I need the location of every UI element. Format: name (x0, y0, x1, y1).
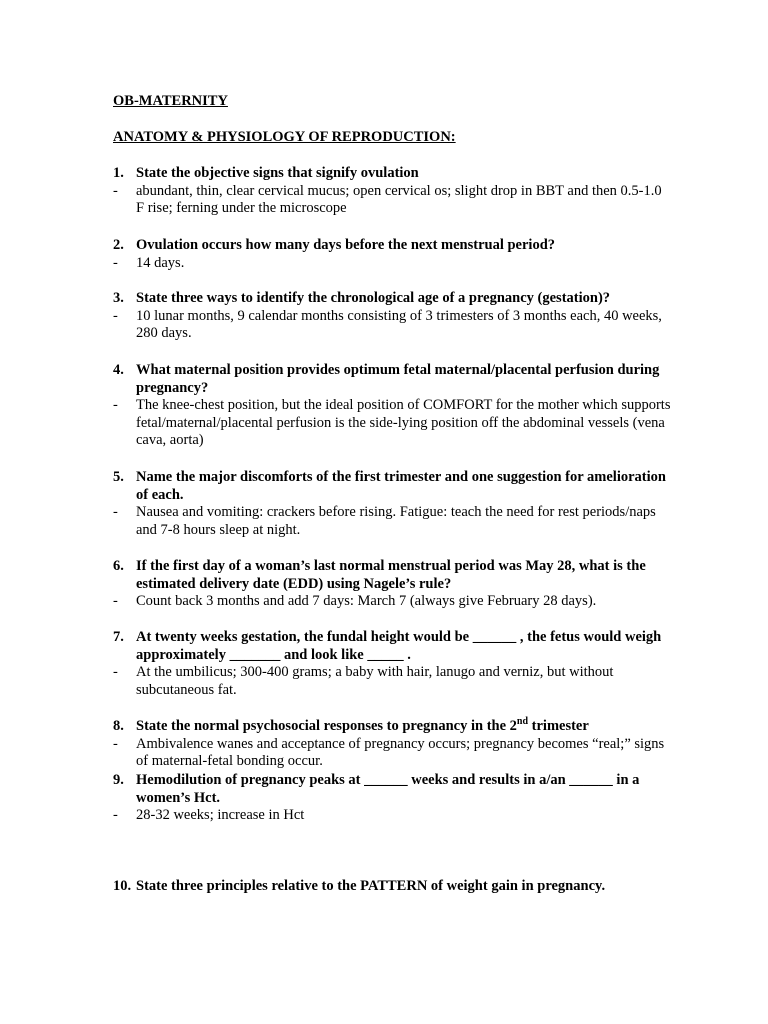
question-item (113, 290, 673, 343)
answer-dash: - (113, 735, 118, 752)
question-number: 1. (113, 165, 124, 181)
question-number: 4. (113, 362, 124, 378)
question-number: 6. (113, 558, 124, 574)
question-number: 10. (113, 878, 132, 894)
question-text: Name the major discomforts of the first trimester and one suggestion for amelioration of each. (136, 469, 666, 503)
answer-dash: - (113, 254, 118, 271)
answer-text: Nausea and vomiting: crackers before rising. Fatigue: teach the need for rest periods/naps and 7-8 hours sleep at night. (136, 504, 656, 538)
question-item (113, 772, 673, 825)
answer-text: The knee-chest position, but the ideal position of COMFORT for the mother which supports fetal/maternal/placental perfusion is the side-lying position off the abdominal vessels (vena cava, aorta) (136, 397, 671, 448)
question-item (113, 362, 673, 450)
question-text-end: trimester (528, 718, 589, 734)
section-heading: ANATOMY & PHYSIOLOGY OF REPRODUCTION: (113, 129, 456, 145)
question-item (113, 165, 673, 218)
answer-text: 28-32 weeks; increase in Hct (136, 807, 305, 823)
question-item (113, 629, 673, 699)
answer-dash: - (113, 593, 118, 609)
question-text: Ovulation occurs how many days before the next menstrual period? (136, 237, 556, 253)
answer-text: At the umbilicus; 300-400 grams; a baby with hair, lanugo and verniz, but without subcutaneous fat. (136, 664, 614, 698)
answer-dash: - (113, 397, 118, 413)
question-text: State three principles relative to the PATTERN of weight gain in pregnancy. (136, 878, 606, 894)
document-title: OB-MATERNITY (113, 93, 228, 109)
answer-text: Ambivalence wanes and acceptance of pregnancy occurs; pregnancy becomes “real;” signs of maternal-fetal bonding occur. (136, 735, 665, 769)
answer-text: abundant, thin, clear cervical mucus; open cervical os; slight drop in BBT and then 0.5-1.0 F rise; ferning under the microscope (136, 182, 662, 216)
question-number: 5. (113, 469, 124, 485)
answer-dash: - (113, 307, 118, 324)
answer-dash: - (113, 664, 118, 680)
question-text-start: State the normal psychosocial responses to pregnancy in the 2 (136, 718, 517, 734)
question-number: 8. (113, 718, 124, 734)
question-text: State the objective signs that signify ovulation (136, 165, 419, 181)
question-text: What maternal position provides optimum fetal maternal/placental perfusion during pregnancy? (136, 362, 660, 396)
question-item (113, 718, 673, 771)
question-text: If the first day of a woman’s last normal menstrual period was May 28, what is the estimated delivery date (EDD) using Nagele’s rule? (136, 558, 646, 592)
question-text: At twenty weeks gestation, the fundal height would be ______ , the fetus would weigh approximately _______ and look like _____ . (136, 629, 662, 663)
question-item (113, 878, 673, 896)
question-item (113, 558, 673, 611)
question-item (113, 237, 673, 272)
answer-dash: - (113, 182, 118, 199)
question-number: 9. (113, 772, 124, 788)
answer-text: 14 days. (136, 254, 185, 271)
answer-text: 10 lunar months, 9 calendar months consisting of 3 trimesters of 3 months each, 40 weeks, 280 days. (136, 307, 662, 341)
answer-dash: - (113, 504, 118, 520)
question-number: 2. (113, 237, 124, 253)
question-superscript: nd (516, 716, 529, 728)
answer-dash: - (113, 807, 118, 823)
answer-text: Count back 3 months and add 7 days: March 7 (always give February 28 days). (136, 593, 597, 609)
question-number: 3. (113, 290, 124, 306)
question-number: 7. (113, 629, 124, 645)
question-text: Hemodilution of pregnancy peaks at ______ weeks and results in a/an ______ in a women’s Hct. (136, 772, 640, 806)
question-item (113, 469, 673, 539)
question-text: State three ways to identify the chronological age of a pregnancy (gestation)? (136, 290, 611, 306)
